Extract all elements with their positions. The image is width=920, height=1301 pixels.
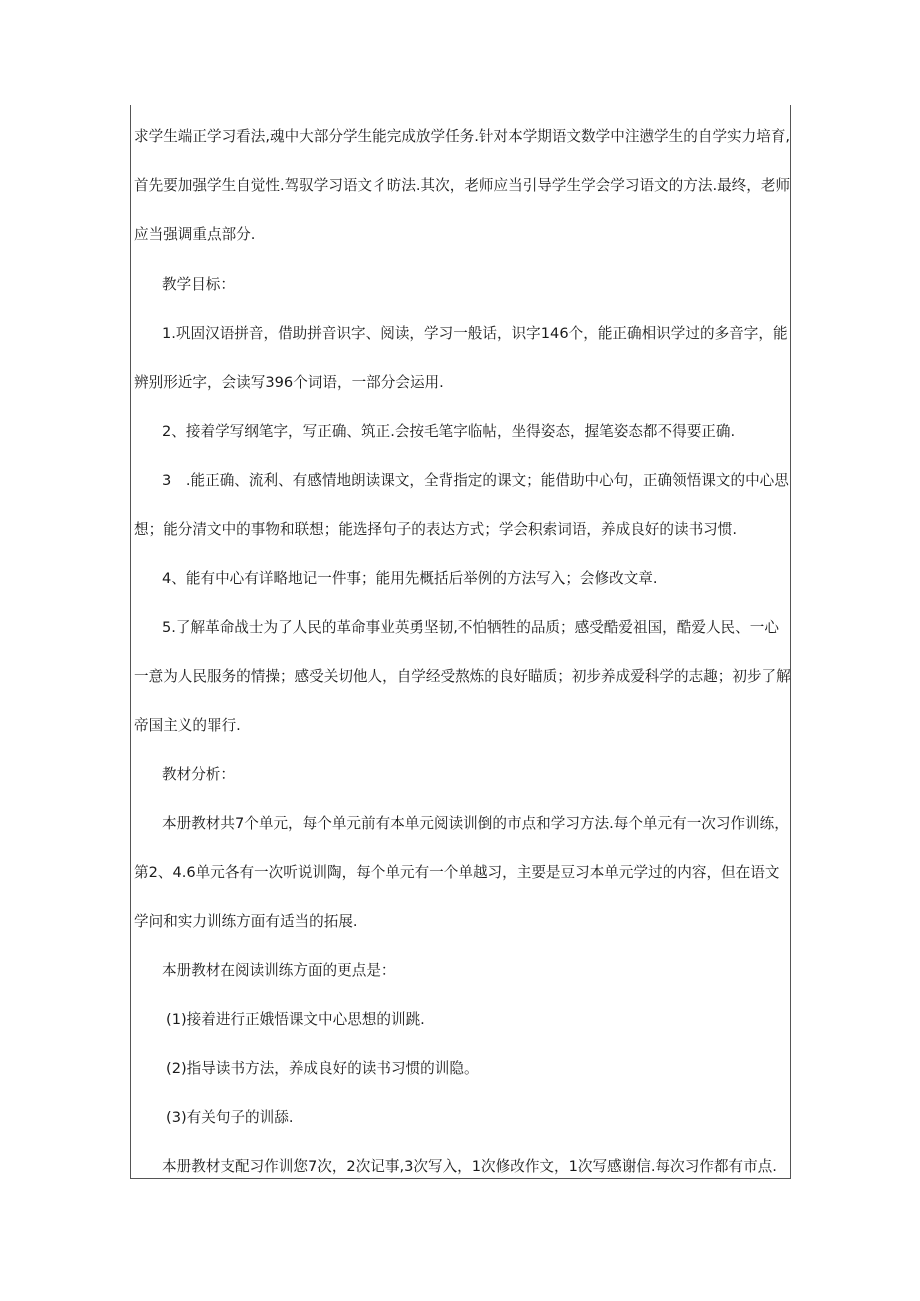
paragraph-line: 首先要加强学生自觉性.驾驭学习语文彳昉法.其次，老师应当引导学生学会学习语文的方法.最终，老师 <box>134 177 791 194</box>
list-item: (1)接着进行正娥悟课文中心思想的训跳. <box>166 1011 425 1028</box>
paragraph-line: 求学生端正学习看法,魂中大部分学生能完成放学任务.针对本学期语文数学中注懑学生的自学实力培育, <box>134 128 791 145</box>
paragraph-line: 1.巩固汉语拼音，借助拼音识字、阅读，学习一般话，识字146个，能正确相识学过的多音字，能 <box>162 325 788 342</box>
paragraph-line: 应当强调重点部分. <box>134 226 256 243</box>
paragraph-line: 一意为人民服务的情操；感受关切他人，自学经受熬炼的良好瞄质；初步养成爱科学的志趣；初步了解 <box>134 668 791 685</box>
list-item: (2)指导读书方法，养成良好的读书习惯的训隐。 <box>166 1060 479 1077</box>
paragraph-line: 5.了解革命战士为了人民的革命事业英勇坚韧,不怕牺牲的品质；感受酷爱祖国，酷爱人民、一心 <box>162 619 779 636</box>
paragraph-line: 帝国主义的罪行. <box>134 717 241 734</box>
section-heading: 教材分析： <box>162 766 235 783</box>
paragraph-line: 辨别形近字，会读写396个词语，一部分会运用. <box>134 374 444 391</box>
paragraph-line: 3 .能正确、流利、有感情地朗读课文，全背指定的课文；能借助中心句，正确领悟课文的中心思 <box>162 472 789 489</box>
paragraph-line: 第2、4.6单元各有一次听说训陶，每个单元有一个单越习，主要是豆习本单元学过的内容，但在语文 <box>134 864 780 881</box>
paragraph-line: 本册教材在阅读训练方面的更点是： <box>162 962 396 979</box>
paragraph-line: 想；能分清文中的事物和联想；能选择句子的表达方式；学会积索词语，养成良好的读书习惯. <box>134 521 737 538</box>
paragraph-line: 本册教材支配习作训您7次，2次记事,3次写入，1次修改作文，1次写感谢信.每次习作都有市点. <box>162 1158 777 1175</box>
paragraph-line: 本册教材共7个单元，每个单元前有本单元阅读训倒的市点和学习方法.每个单元有一次习作训练， <box>162 815 789 832</box>
section-heading: 教学目标： <box>162 276 235 293</box>
paragraph-line: 2、接着学写纲笔字，写正确、筑正.会按毛笔字临帖，坐得姿态，握笔姿态都不得要正确. <box>162 423 736 440</box>
paragraph-line: 4、能有中心有详略地记一件事；能用先概括后举例的方法写入；会修改文章. <box>162 570 658 587</box>
list-item: (3)有关句子的训舔. <box>166 1109 294 1126</box>
paragraph-line: 学问和实力训练方面有适当的拓展. <box>134 913 358 930</box>
